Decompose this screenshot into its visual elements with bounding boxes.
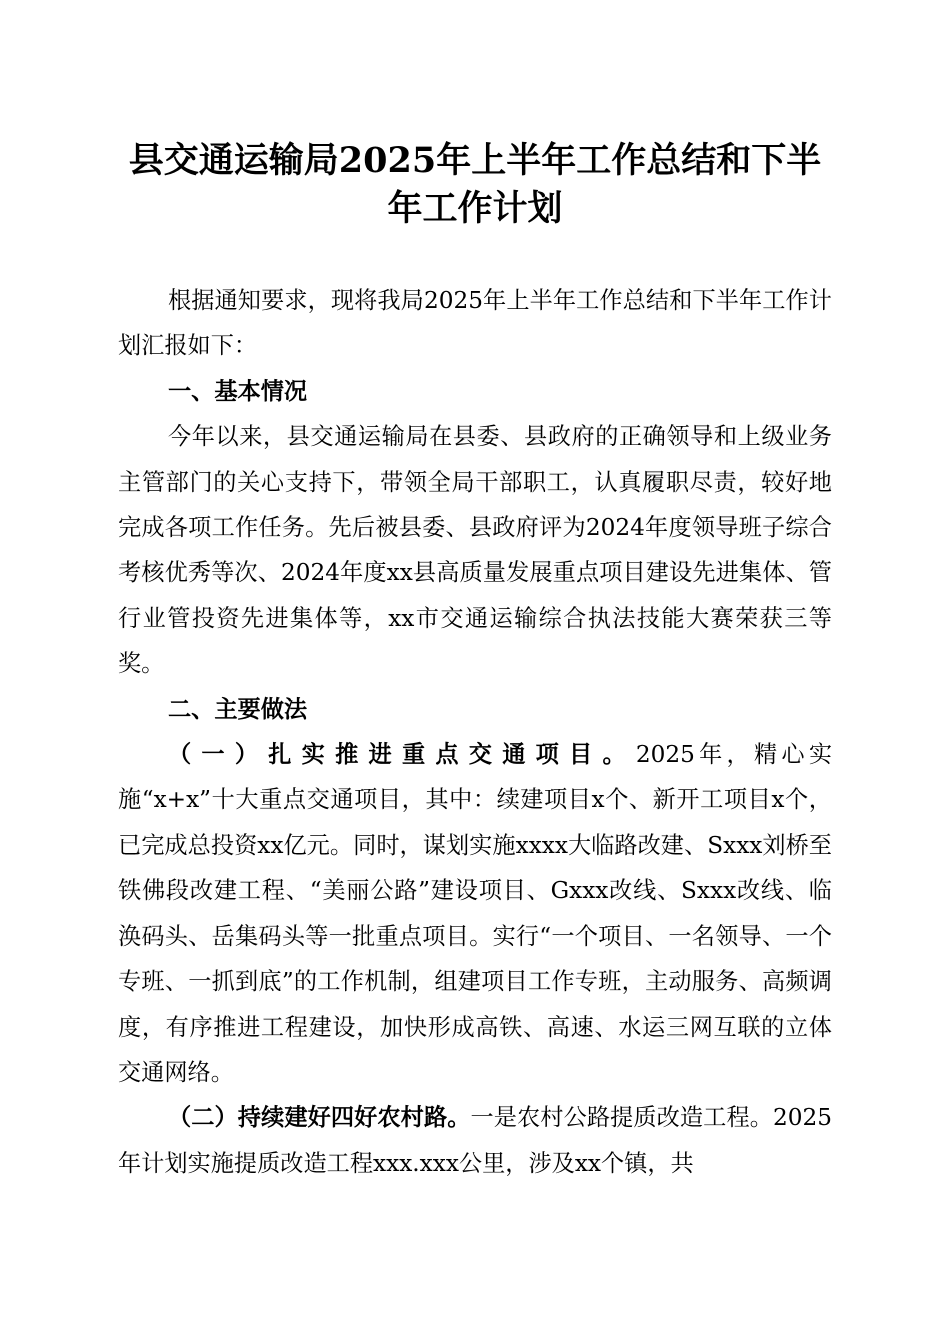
document-body — [118, 278, 832, 1186]
practice-item-2-lead: （二）持续建好四好农村路。 — [168, 1104, 471, 1132]
intro-paragraph: 根据通知要求，现将我局2025年上半年工作总结和下半年工作计划汇报如下： — [118, 287, 832, 360]
practice-item-1 — [118, 732, 832, 1095]
section-heading-practices: 二、主要做法 — [168, 695, 308, 723]
section-heading-basic: 一、基本情况 — [168, 377, 308, 405]
practice-item-2-text: 一是农村公路提质改造工程。2025年计划实施提质改造工程xxx.xxx公里，涉及xx个镇，共 — [118, 1104, 833, 1177]
basic-situation-paragraph: 今年以来，县交通运输局在县委、县政府的正确领导和上级业务主管部门的关心支持下，带领全局干部职工，认真履职尽责，较好地完成各项工作任务。先后被县委、县政府评为2024年度领导班子综合考核优秀等次、2024年度xx县高质量发展重点项目建设先进集体、管行业管投资先进集体等，xx市交通运输综合执法技能大赛荣获三等奖。 — [118, 423, 832, 678]
practice-item-2 — [118, 1095, 832, 1186]
practice-item-1-lead: （一）扎实推进重点交通项目。 — [168, 741, 636, 769]
practice-item-1-text: 2025年，精心实施“x+x”十大重点交通项目，其中：续建项目x个、新开工项目x个，已完成总投资xx亿元。同时，谋划实施xxxx大临路改建、Sxxx刘桥至铁佛段改建工程、“美丽公路”建设项目、Gxxx改线、Sxxx改线、临涣码头、岳集码头等一批重点项目。实行“一个项目、一名领导、一个专班、一抓到底”的工作机制，组建项目工作专班，主动服务、高频调度，有序推进工程建设，加快形成高铁、高速、水运三网互联的立体交通网络。 — [118, 741, 833, 1086]
document-title-line-1: 县交通运输局2025年上半年工作总结和下半 — [128, 140, 822, 181]
document-title-line-2: 年工作计划 — [387, 188, 563, 229]
